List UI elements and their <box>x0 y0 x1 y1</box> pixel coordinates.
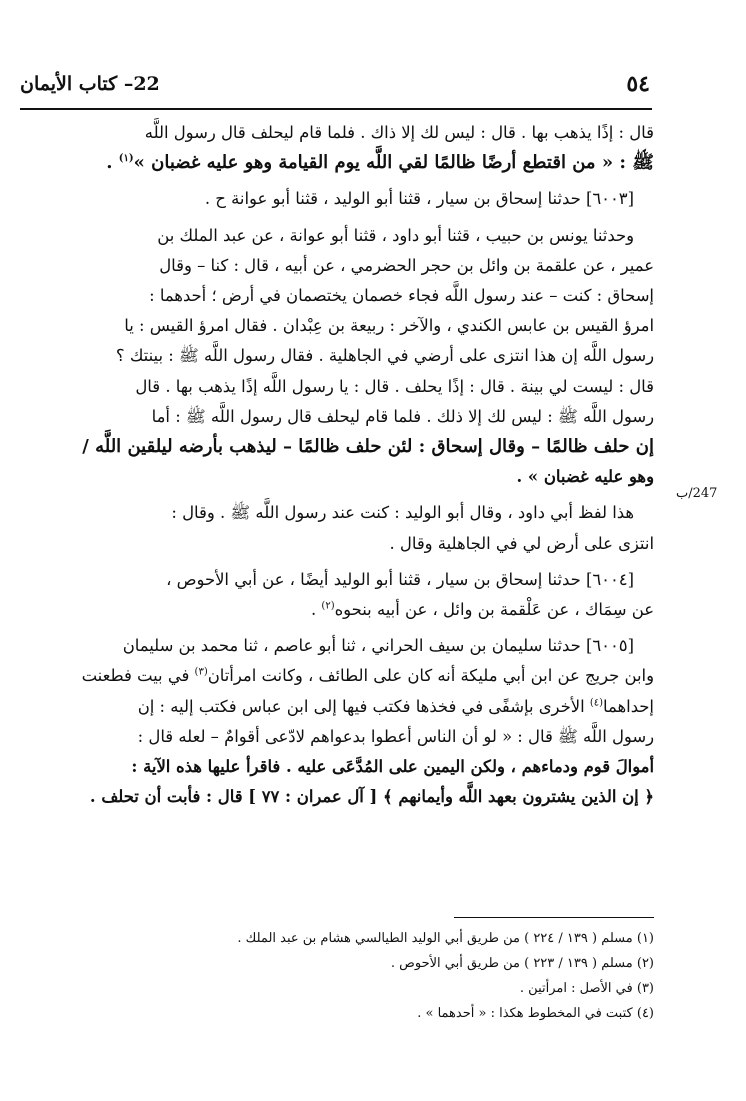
text-line: هذا لفظ أبي داود ، وقال أبو الوليد : كنت عند رسول اللَّه ﷺ . وقال : <box>171 503 634 523</box>
footnotes <box>20 926 654 1026</box>
text-line: إن حلف ظالمًا – وقال إسحاق : لئن حلف ظالمًا – ليذهب بأرضه ليلقين اللَّه / <box>82 436 654 458</box>
text-span: في بيت فطعنت <box>81 666 195 686</box>
text-line: قال : ليست لي بينة . قال : إذًا يحلف . قال : يا رسول اللَّه إذًا يذهب بها . قال <box>135 376 654 396</box>
footnote-4: (٤) كتبت في المخطوط هكذا : « أحدهما » . <box>417 1006 654 1021</box>
text-line: امرؤ القيس بن عابس الكندي ، والآخر : ربيعة بن عِبْدان . فقال امرؤ القيس : يا <box>124 316 654 336</box>
text-line <box>20 692 654 722</box>
footnote-marker: (٣) <box>194 666 208 678</box>
text-line: قال : إذًا يذهب بها . قال : ليس لك إلا ذاك . فلما قام ليحلف قال رسول اللَّه <box>144 123 654 142</box>
text-line: [٦٠٠٣] حدثنا إسحاق بن سيار ، قثنا أبو الوليد ، قثنا أبو عوانة ح . <box>204 189 634 209</box>
text-line: أموالَ قوم ودماءهم ، ولكن اليمين على المُدَّعَى عليه . فاقرأ عليها هذه الآية : <box>131 757 654 777</box>
text-line-end: . <box>310 600 322 620</box>
hadith-6005 <box>20 631 654 812</box>
footnote-2: (٢) مسلم ( ١٣٩ / ٢٢٣ ) من طريق أبي الأحوص . <box>390 956 654 971</box>
text-line: وهو عليه غضبان » . <box>516 467 654 487</box>
text-span: إحداهما <box>603 696 654 716</box>
footnote-marker: (٤) <box>589 697 604 709</box>
footnote-1: (١) مسلم ( ١٣٩ / ٢٢٤ ) من طريق أبي الوليد الطيالسي هشام بن عبد الملك . <box>237 931 654 946</box>
text-line: [٦٠٠٤] حدثنا إسحاق بن سيار ، قثنا أبو الوليد أيضًا ، عن أبي الأحوص ، <box>166 569 634 589</box>
header-rule <box>20 108 652 110</box>
footnote-3: (٣) في الأصل : امرأتين . <box>519 981 654 996</box>
text-line <box>20 661 654 691</box>
hadith-6004 <box>20 565 654 625</box>
main-text <box>20 118 654 818</box>
margin-folio-note: 247/ب <box>676 486 718 501</box>
page-number: ٥٤ <box>626 71 650 97</box>
text-span: الأخرى بإشفًى في فخذها فكتب فيها إلى ابن عباس فكتب إليه : إن <box>137 696 590 716</box>
paragraph-intro <box>20 118 654 178</box>
text-line: رسول اللَّه ﷺ : ليس لك إلا ذلك . فلما قام ليحلف قال رسول اللَّه ﷺ : أما <box>151 406 654 426</box>
text-line-end: . <box>106 152 119 174</box>
hadith-quote: ﷺ : « من اقتطع أرضًا ظالمًا لقي اللَّه يوم القيامة وهو عليه غضبان » <box>133 152 654 174</box>
text-line <box>20 595 654 625</box>
text-line: ﴿ إن الذين يشترون بعهد اللَّه وأيمانهم ﴾ [ آل عمران : ٧٧ ] قال : فأبت أن تحلف . <box>89 787 654 807</box>
text-line: عمير ، عن علقمة بن وائل بن حجر الحضرمي ، عن أبيه ، قال : كنا – وقال <box>159 255 654 275</box>
paragraph-wording-note <box>20 498 654 558</box>
text-line: وحدثنا يونس بن حبيب ، قثنا أبو داود ، قثنا أبو عوانة ، عن عبد الملك بن <box>157 225 634 245</box>
text-line: [٦٠٠٥] حدثنا سليمان بن سيف الحراني ، ثنا أبو عاصم ، ثنا محمد بن سليمان <box>122 636 634 656</box>
text-span: عن سِمَاك ، عن عَلْقمة بن وائل ، عن أبيه بنحوه <box>334 600 654 620</box>
text-span: وابن جريج عن ابن أبي مليكة أنه كان على الطائف ، وكانت امرأتان <box>207 666 654 686</box>
chapter-title: 22– كتاب الأيمان <box>20 73 160 95</box>
text-line <box>20 148 654 178</box>
text-line: رسول اللَّه ﷺ قال : « لو أن الناس أعطوا بدعواهم لادّعى أقوامٌ – لعله قال : <box>137 726 654 746</box>
hadith-6003-heading <box>20 184 654 214</box>
text-line: انتزى على أرض لي في الجاهلية وقال . <box>389 533 654 553</box>
footnote-marker: (٢) <box>321 600 335 612</box>
paragraph-6003-body <box>20 221 654 493</box>
text-line: رسول اللَّه إن هذا انتزى على أرضي في الجاهلية . فقال رسول اللَّه ﷺ : بينتك ؟ <box>115 346 654 366</box>
footnote-separator <box>454 917 654 918</box>
text-line: إسحاق : كنت – عند رسول اللَّه فجاء خصمان يختصمان في أرض ؛ أحدهما : <box>149 286 654 306</box>
page-header <box>20 66 650 102</box>
footnote-marker: (١) <box>118 153 134 165</box>
